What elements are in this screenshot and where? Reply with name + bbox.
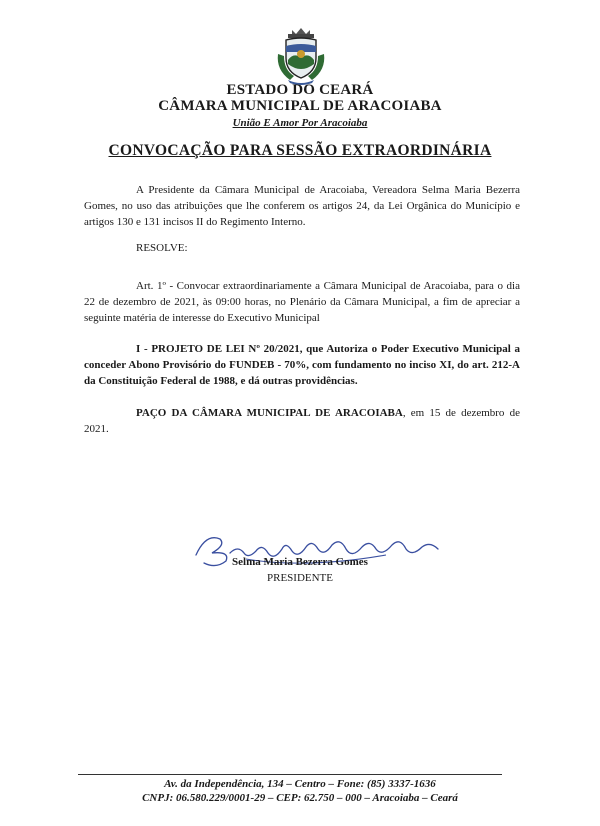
footer-divider	[78, 774, 502, 775]
state-name: ESTADO DO CEARÁ	[226, 82, 374, 98]
paragraph-bill: I - PROJETO DE LEI Nº 20/2021, que Autoriza o Poder Executivo Municipal a conceder Abono Provisório do FUNDEB - 70%, com fundamento no inciso XI, do art. 212-A da Constituição Federal de 1988, e dá outras providências.	[84, 343, 520, 387]
document-title: CONVOCAÇÃO PARA SESSÃO EXTRAORDINÁRIA	[108, 142, 492, 159]
signatory-name: Selma Maria Bezerra Gomes	[232, 556, 368, 568]
paragraph-article-1: Art. 1º - Convocar extraordinariamente a Câmara Municipal de Aracoiaba, para o dia 22 de dezembro de 2021, às 09:00 horas, no Plenário da Câmara Municipal, a fim de apreciar a seguinte matéria de interesse do Executivo Municipal	[84, 280, 520, 324]
signatory-role: PRESIDENTE	[267, 572, 333, 584]
municipal-coat-of-arms-icon	[270, 24, 332, 86]
paragraph-closing	[84, 405, 520, 437]
footer-address: Av. da Independência, 134 – Centro – Fone: (85) 3337-1636	[164, 778, 436, 790]
motto: União E Amor Por Aracoiaba	[232, 117, 368, 129]
paragraph-resolve: RESOLVE:	[136, 242, 188, 254]
closing-date: , em 15 de dezembro de 2021.	[84, 407, 520, 435]
paragraph-intro: A Presidente da Câmara Municipal de Aracoiaba, Vereadora Selma Maria Bezerra Gomes, no uso das atribuições que lhe conferem os artigos 24, da Lei Orgânica do Município e artigos 130 e 131 incisos II do Regimento Interno.	[84, 184, 520, 228]
chamber-name: CÂMARA MUNICIPAL DE ARACOIABA	[158, 98, 442, 114]
footer-registration: CNPJ: 06.580.229/0001-29 – CEP: 62.750 – 000 – Aracoiaba – Ceará	[142, 792, 458, 804]
closing-place: PAÇO DA CÂMARA MUNICIPAL DE ARACOIABA	[136, 407, 403, 419]
